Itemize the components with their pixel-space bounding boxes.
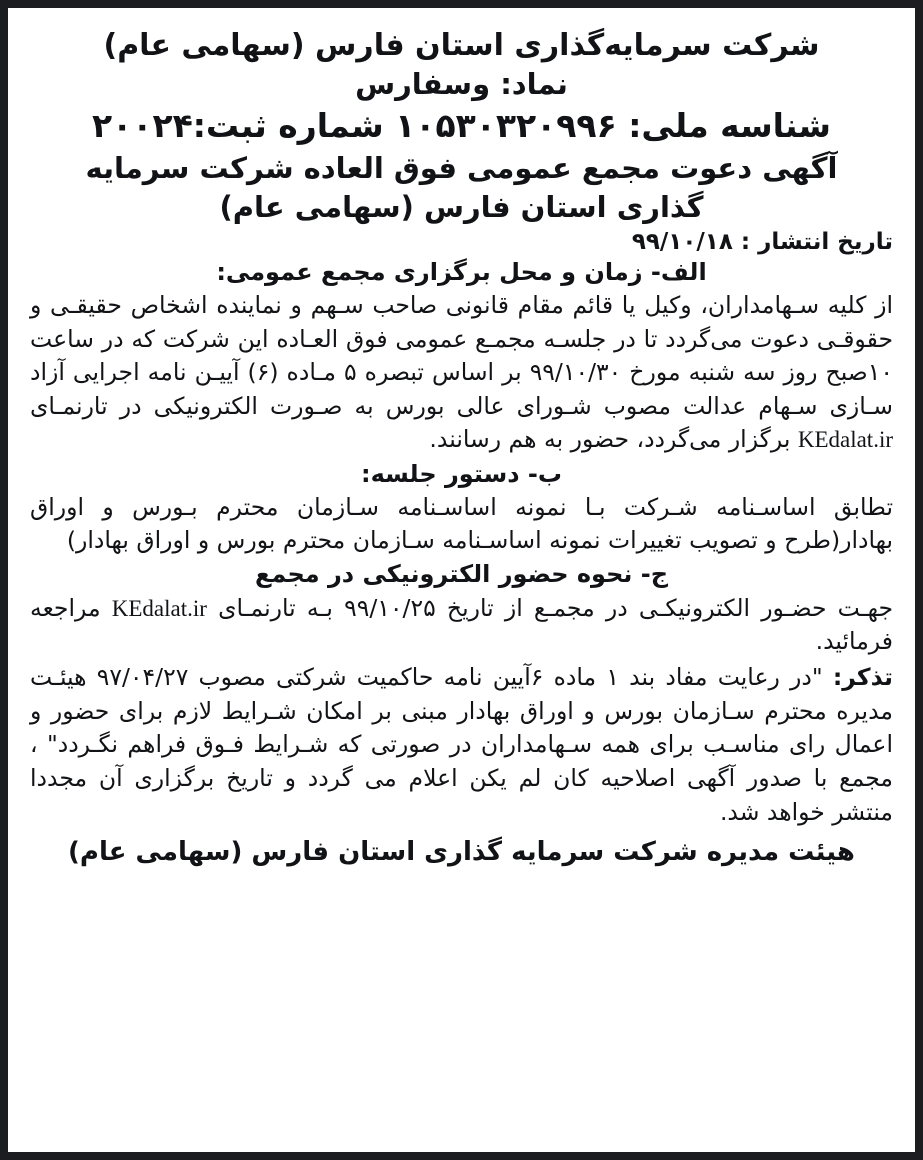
national-id-and-registration-line: شناسه ملی: ۱۰۵۳۰۳۲۰۹۹۶ شماره ثبت:۲۰۰۲۴	[92, 105, 831, 145]
section-c-body	[30, 592, 893, 659]
section-a-body-text-after-url: برگزار می‌گردد، حضور به هم رسانند.	[429, 424, 791, 453]
notice-body-text: "در رعایت مفاد بند ۱ ماده ۶آیین نامه حاکمیت شرکتی مصوب ۹۷/۰۴/۲۷ هیئـت مدیره محترم سـازمان بورس و اوراق بهادار مبنی بر امکان شـرایط لازم برای حضور و اعمال رای مناسـب برای همه سـهامداران در صورتی که شـرایط فـوق فراهم نگـردد" ، مجمع با صدور آگهی اصلاحیه کان لم یکن اعلام می گردد و تاریخ برگزاری آن مجددا منتشر خواهد شد.	[30, 662, 893, 826]
section-c-body-text-before-url: جهـت حضـور الکترونیکـی در مجمـع از تاریخ ۹۹/۱۰/۲۵ بـه تارنمـای	[218, 593, 893, 622]
section-a-body	[30, 289, 893, 456]
section-heading-a-meeting-time-and-place: الف- زمان و محل برگزاری مجمع عمومی:	[216, 258, 707, 287]
kedalat-url-section-c[interactable]: KEdalat.ir	[111, 595, 207, 621]
masthead	[30, 28, 893, 225]
board-of-directors-signature: هیئت مدیره شرکت سرمایه گذاری استان فارس (سهامی عام)	[68, 836, 855, 867]
notice-headline-line-2: گذاری استان فارس (سهامی عام)	[219, 189, 704, 224]
publication-date: تاریخ انتشار : ۹۹/۱۰/۱۸	[631, 229, 893, 256]
section-heading-c-electronic-attendance: ج- نحوه حضور الکترونیکی در مجمع	[254, 560, 669, 589]
notice-label: تذکر:	[832, 662, 893, 691]
notice-disclaimer-paragraph	[30, 661, 893, 830]
notice-content-container	[8, 8, 915, 1152]
section-a-body-text-before-url: از کلیه سـهامداران، وکیل یا قائم مقام قانونی صاحب سـهم و نماینده اشخاص حقیقـی و حقوقـی دعوت می‌گردد تا در جلسـه مجمـع عمومی فوق العـاده این شرکت که در ساعت ۱۰صبح روز سه شنبه مورخ ۹۹/۱۰/۳۰ بر اساس تبصره ۵ مـاده (۶) آییـن نامه اجرایی آزاد سـازی سـهام عدالت مصوب شـورای عالی بورس به صـورت الکترونیکی در تارنمـای	[30, 291, 893, 420]
kedalat-url-section-a[interactable]: KEdalat.ir	[797, 426, 893, 452]
notice-headline-line-1: آگهی دعوت مجمع عمومی فوق العاده شرکت سرمایه	[85, 151, 838, 186]
ticker-symbol-line: نماد: وسفارس	[355, 66, 568, 101]
section-b-body: تطابق اساسـنامه شـرکت بـا نمونه اساسـنامه سـازمان محترم بـورس و اوراق بهادار(طرح و تصویب تغییرات نمونه اساسـنامه سـازمان محترم بورس و اوراق بهادار)	[30, 492, 893, 555]
section-c-body-text-after-url: مراجعه فرمائید.	[30, 593, 893, 656]
company-name-title: شرکت سرمایه‌گذاری استان فارس (سهامی عام)	[103, 28, 820, 63]
section-heading-b-agenda: ب- دستور جلسه:	[360, 459, 563, 488]
